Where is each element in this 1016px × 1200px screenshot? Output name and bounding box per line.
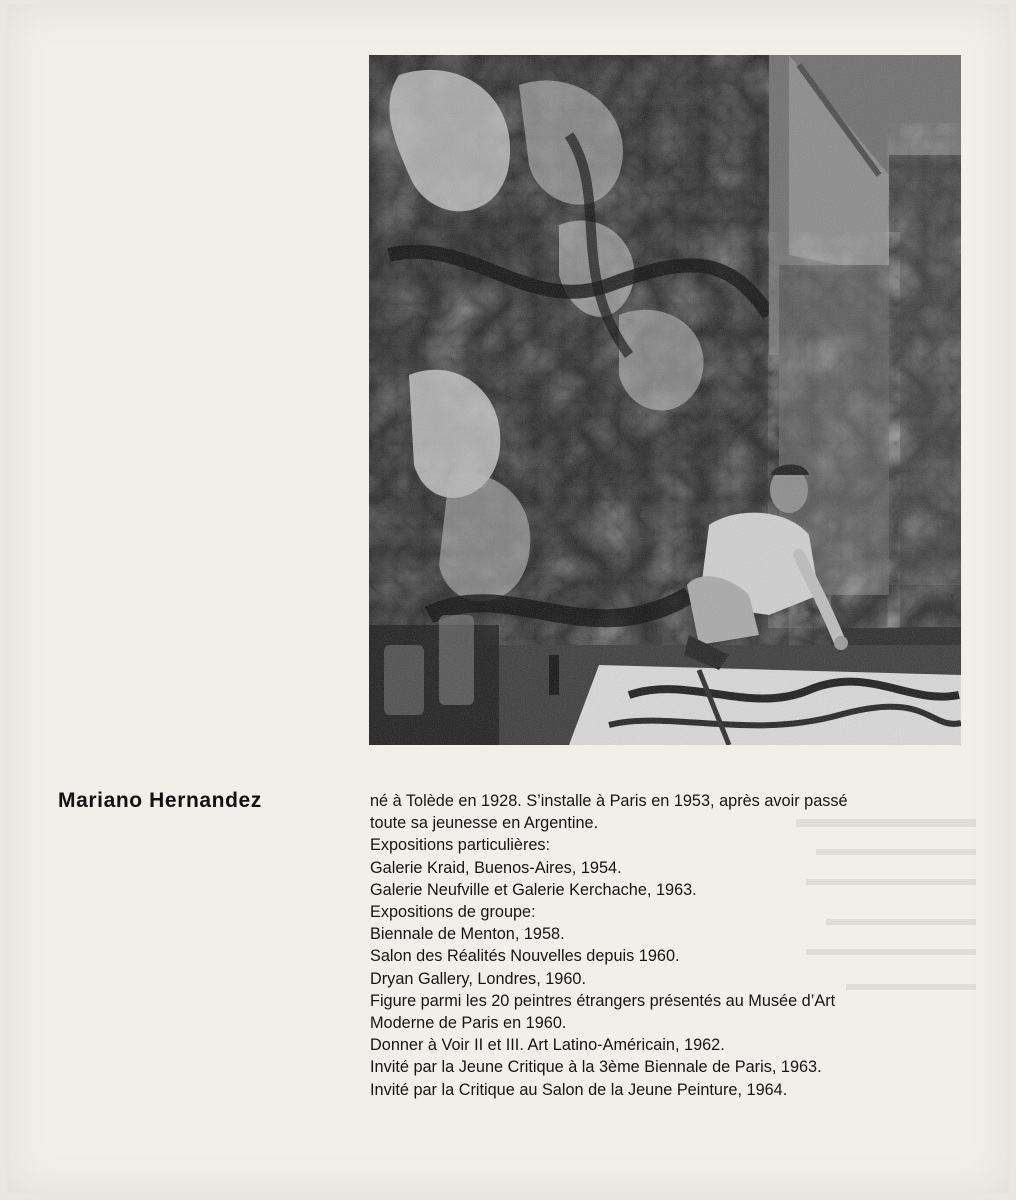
bio-line: Invité par la Critique au Salon de la Jeune Peinture, 1964.	[370, 1080, 788, 1099]
bio-line: Figure parmi les 20 peintres étrangers présentés au Musée d’Art	[370, 991, 836, 1010]
biography-text	[370, 790, 990, 1101]
artist-studio-photo	[369, 55, 961, 745]
artist-in-studio-photo-icon	[369, 55, 961, 745]
artist-name-heading: Mariano Hernandez	[58, 789, 262, 812]
catalog-page	[6, 4, 1010, 1194]
bio-line: Moderne de Paris en 1960.	[370, 1014, 567, 1033]
bio-line: Donner à Voir II et III. Art Latino-Américain, 1962.	[370, 1036, 725, 1055]
bio-line: Expositions particulières:	[370, 836, 551, 855]
bio-line: toute sa jeunesse en Argentine.	[370, 814, 599, 833]
bio-line: Biennale de Menton, 1958.	[370, 925, 565, 944]
bio-line: Salon des Réalités Nouvelles depuis 1960.	[370, 947, 680, 966]
bio-line: Invité par la Jeune Critique à la 3ème Biennale de Paris, 1963.	[370, 1058, 822, 1077]
bio-line: Dryan Gallery, Londres, 1960.	[370, 969, 586, 988]
bio-line: Galerie Neufville et Galerie Kerchache, 1963.	[370, 880, 697, 899]
bio-line: né à Tolède en 1928. S’installe à Paris en 1953, après avoir passé	[370, 792, 848, 810]
bio-line: Expositions de groupe:	[370, 903, 536, 922]
bio-line: Galerie Kraid, Buenos-Aires, 1954.	[370, 858, 622, 877]
